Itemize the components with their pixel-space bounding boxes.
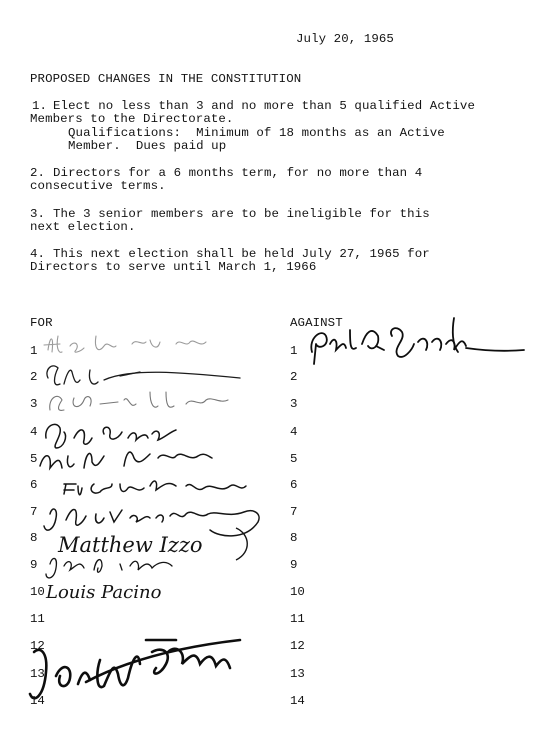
for-signature-2 xyxy=(47,366,240,385)
against-number-6: 6 xyxy=(290,478,298,492)
qualifications-line-2: Member. Dues paid up xyxy=(68,139,227,153)
against-number-14: 14 xyxy=(290,694,305,708)
for-signature-5 xyxy=(40,452,212,468)
item-2-line-1: Directors for a 6 months term, for no more than 4 xyxy=(53,166,423,180)
item-4-line-1: This next election shall be held July 27, 1965 for xyxy=(53,247,430,261)
for-number-12: 12 xyxy=(30,639,45,653)
for-number-9: 9 xyxy=(30,558,38,572)
qualifications-line-1: Qualifications: Minimum of 18 months as an Active xyxy=(68,126,445,140)
document-heading: PROPOSED CHANGES IN THE CONSTITUTION xyxy=(30,72,302,86)
for-number-13: 13 xyxy=(30,667,45,681)
item-1-line-2: Members to the Directorate. xyxy=(30,112,234,126)
item-1-line-1: Elect no less than 3 and no more than 5 qualified Active xyxy=(53,99,475,113)
for-signature-4 xyxy=(46,424,176,448)
svg-text:Louis Pacino: Louis Pacino xyxy=(46,582,162,603)
for-number-6: 6 xyxy=(30,478,38,492)
against-number-7: 7 xyxy=(290,505,298,519)
for-number-10: 10 xyxy=(30,585,45,599)
item-3-line-1: The 3 senior members are to be ineligible for this xyxy=(53,207,430,221)
against-number-10: 10 xyxy=(290,585,305,599)
for-signature-10 xyxy=(45,582,162,603)
for-signature-9 xyxy=(46,558,172,578)
for-number-14: 14 xyxy=(30,694,45,708)
for-signature-1 xyxy=(44,336,206,352)
against-number-4: 4 xyxy=(290,425,298,439)
item-4-number: 4. xyxy=(30,247,46,261)
for-number-1: 1 xyxy=(30,344,38,358)
for-label: FOR xyxy=(30,316,53,330)
svg-text:Matthew Izzo: Matthew Izzo xyxy=(58,533,203,557)
item-3-number: 3. xyxy=(30,207,46,221)
for-number-3: 3 xyxy=(30,397,38,411)
against-number-9: 9 xyxy=(290,558,298,572)
for-number-2: 2 xyxy=(30,370,38,384)
for-number-4: 4 xyxy=(30,425,38,439)
against-number-11: 11 xyxy=(290,612,305,626)
against-number-8: 8 xyxy=(290,531,298,545)
item-2-number: 2. xyxy=(30,166,46,180)
for-signature-8 xyxy=(57,528,247,560)
for-signature-13 xyxy=(30,640,240,698)
against-number-3: 3 xyxy=(290,397,298,411)
item-1-number: 1. xyxy=(32,99,48,113)
for-number-7: 7 xyxy=(30,505,38,519)
for-signature-3 xyxy=(50,392,228,410)
for-number-8: 8 xyxy=(30,531,38,545)
against-number-5: 5 xyxy=(290,452,298,466)
for-signature-6 xyxy=(64,481,246,495)
document-date: July 20, 1965 xyxy=(296,32,394,46)
for-number-11: 11 xyxy=(30,612,45,626)
against-signature-1 xyxy=(311,318,524,364)
against-number-13: 13 xyxy=(290,667,305,681)
against-number-2: 2 xyxy=(290,370,298,384)
item-3-line-2: next election. xyxy=(30,220,136,234)
item-2-line-2: consecutive terms. xyxy=(30,179,166,193)
against-label: AGAINST xyxy=(290,316,343,330)
against-number-1: 1 xyxy=(290,344,298,358)
for-number-5: 5 xyxy=(30,452,38,466)
for-signature-7 xyxy=(44,509,259,536)
against-number-12: 12 xyxy=(290,639,305,653)
item-4-line-2: Directors to serve until March 1, 1966 xyxy=(30,260,317,274)
